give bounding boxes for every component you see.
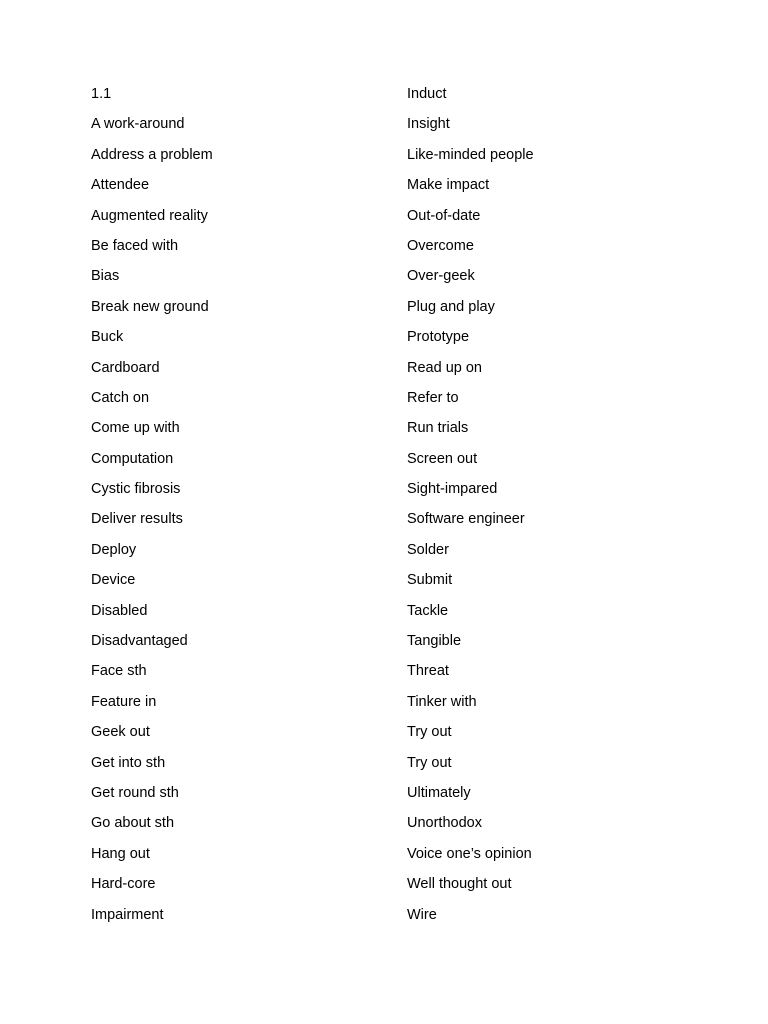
vocabulary-item: Augmented reality: [91, 207, 208, 224]
vocabulary-item: Overcome: [407, 237, 474, 254]
vocabulary-item: Prototype: [407, 329, 470, 346]
vocabulary-item: Over-geek: [407, 268, 475, 285]
vocabulary-item: Disabled: [91, 602, 148, 619]
vocabulary-item: Refer to: [407, 389, 459, 406]
vocabulary-item: Cardboard: [91, 359, 160, 376]
vocabulary-item: Voice one’s opinion: [407, 845, 532, 862]
vocabulary-item: Hang out: [91, 845, 150, 862]
vocabulary-item: Be faced with: [91, 237, 179, 254]
vocabulary-item: Insight: [407, 116, 450, 133]
vocabulary-item: Tangible: [407, 633, 462, 650]
vocabulary-item: Buck: [91, 329, 124, 346]
vocabulary-item: Software engineer: [407, 511, 525, 528]
vocabulary-item: Run trials: [407, 420, 469, 437]
vocabulary-item: Disadvantaged: [91, 633, 188, 650]
vocabulary-item: Submit: [407, 572, 453, 589]
vocabulary-item: Catch on: [91, 389, 150, 406]
vocabulary-item: Tinker with: [407, 693, 477, 710]
vocabulary-item: Out-of-date: [407, 207, 481, 224]
right-vocabulary-column: [407, 84, 707, 935]
vocabulary-item: Impairment: [91, 906, 164, 923]
vocabulary-item: Face sth: [91, 663, 147, 680]
vocabulary-item: Computation: [91, 450, 174, 467]
vocabulary-item: Well thought out: [407, 876, 512, 893]
vocabulary-item: Deploy: [91, 541, 137, 558]
vocabulary-item: Plug and play: [407, 298, 495, 315]
left-vocabulary-column: [91, 84, 391, 935]
vocabulary-item: Solder: [407, 541, 449, 558]
vocabulary-item: Bias: [91, 268, 120, 285]
vocabulary-item: A work-around: [91, 116, 185, 133]
vocabulary-item: Ultimately: [407, 784, 471, 801]
vocabulary-item: Threat: [407, 663, 449, 680]
vocabulary-item: Induct: [407, 86, 447, 102]
vocabulary-item: Attendee: [91, 177, 150, 194]
vocabulary-item: Try out: [407, 754, 452, 771]
vocabulary-item: Wire: [407, 906, 437, 923]
vocabulary-item: Device: [91, 572, 136, 589]
vocabulary-item: Feature in: [91, 693, 157, 710]
vocabulary-item: Deliver results: [91, 511, 183, 528]
vocabulary-item: Hard-core: [91, 876, 156, 893]
vocabulary-item: Get into sth: [91, 754, 166, 771]
vocabulary-item: Cystic fibrosis: [91, 481, 181, 498]
vocabulary-item: Break new ground: [91, 298, 209, 315]
vocabulary-item: Go about sth: [91, 815, 175, 832]
vocabulary-item: Like-minded people: [407, 146, 534, 163]
vocabulary-item: Geek out: [91, 724, 150, 741]
vocabulary-item: 1.1: [91, 86, 112, 102]
vocabulary-item: Screen out: [407, 450, 478, 467]
vocabulary-item: Make impact: [407, 177, 490, 194]
vocabulary-item: Come up with: [91, 420, 180, 437]
vocabulary-item: Get round sth: [91, 784, 179, 801]
vocabulary-item: Sight-impared: [407, 481, 498, 498]
vocabulary-item: Tackle: [407, 602, 449, 619]
vocabulary-item: Read up on: [407, 359, 482, 376]
vocabulary-item: Unorthodox: [407, 815, 482, 832]
vocabulary-item: Address a problem: [91, 146, 213, 163]
vocabulary-item: Try out: [407, 724, 452, 741]
